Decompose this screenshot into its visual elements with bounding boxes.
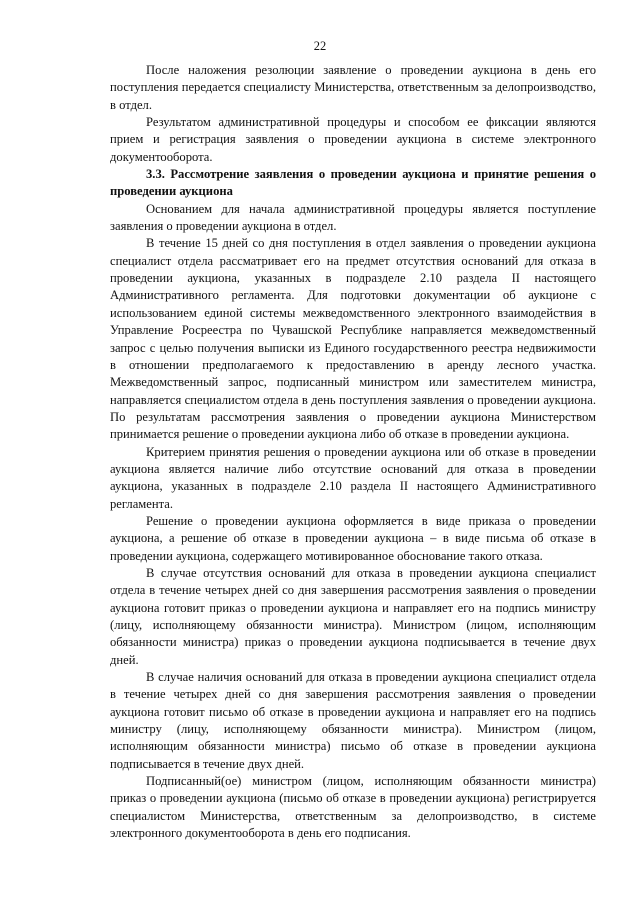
paragraph-grounds-case: В случае наличия оснований для отказа в проведении аукциона специалист отдела в течение четырех дней со дня завершения рассмотрения заявления о проведении аукциона готовит письмо об отказе в проведении аукциона и направляет его на подпись министру (лицу, исполняющему обязанности министра). Министром (лицом, исполняющим обязанности министра) письмо об отказе в проведении аукциона подписывается в течение двух дней. bbox=[110, 670, 596, 771]
paragraph-registration: Подписанный(ое) министром (лицом, исполняющим обязанности министра) приказ о проведении аукциона (письмо об отказе в проведении аукциона) регистрируется специалистом Министерства, ответственным за делопроизводство, в системе электронного документооборота в день его подписания. bbox=[110, 774, 596, 841]
section-heading: 3.3. Рассмотрение заявления о проведении аукциона и принятие решения о проведении аукциона bbox=[110, 167, 596, 199]
paragraph-procedure-result: Результатом административной процедуры и способом ее фиксации являются прием и регистрация заявления о проведении аукциона в системе электронного документооборота. bbox=[110, 115, 596, 164]
paragraph-decision-format: Решение о проведении аукциона оформляется в виде приказа о проведении аукциона, а решение об отказе в проведении аукциона – в виде письма об отказе в проведении аукциона, содержащего мотивированное обоснование такого отказа. bbox=[110, 513, 596, 563]
paragraph-procedure-basis: Основанием для начала административной процедуры является поступление заявления о проведении аукциона в отдел. bbox=[110, 201, 596, 234]
page-number: 22 bbox=[313, 39, 327, 53]
paragraph-decision-criterion: Критерием принятия решения о проведении аукциона или об отказе в проведении аукциона является наличие либо отсутствие оснований для отказа в проведении аукциона, указанных в подразделе 2.10 раздела II настоящего Административного регламента. bbox=[110, 444, 596, 511]
paragraph-review-period: В течение 15 дней со дня поступления в отдел заявления о проведении аукциона специалист отдела рассматривает его на предмет отсутствия оснований для отказа в проведении аукциона, указанных в подразделе 2.10 раздела II настоящего Административного регламента. Для подготовки документации об аукционе с использованием единой системы межведомственного электронного взаимодействия в Управление Росреестра по Чувашской Республике направляется межведомственный запрос с целью получения выписки из Единого государственного реестра недвижимости в отношении предполагаемого к предоставлению в аренду лесного участка. Межведомственный запрос, подписанный министром или заместителем министра, направляется специалистом отдела в день поступления заявления о проведении аукциона. По результатам рассмотрения заявления о проведении аукциона Министерством принимается решение о проведении аукциона либо об отказе в проведении аукциона. bbox=[110, 236, 596, 442]
document-body bbox=[110, 62, 596, 842]
paragraph-no-grounds-case: В случае отсутствия оснований для отказа в проведении аукциона специалист отдела в течение четырех дней со дня завершения рассмотрения заявления о проведении аукциона готовит приказ о проведении аукциона и направляет его на подпись министру (лицу, исполняющему обязанности министра). Министром (лицом, исполняющим обязанности министра) приказ о проведении аукциона подписывается в течение двух дней. bbox=[110, 565, 596, 667]
paragraph-resolution-transfer: После наложения резолюции заявление о проведении аукциона в день его поступления передается специалисту Министерства, ответственным за делопроизводство, в отдел. bbox=[110, 63, 596, 112]
